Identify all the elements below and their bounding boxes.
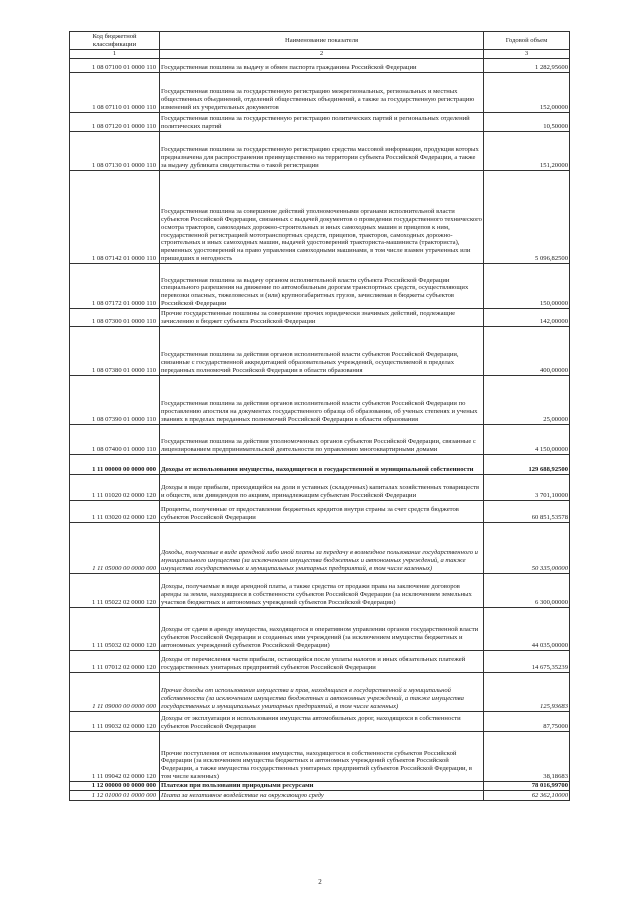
column-number: 1 xyxy=(70,50,160,59)
column-number-row xyxy=(70,50,570,59)
table-row xyxy=(70,475,570,501)
indicator-name-cell: Государственная пошлина за действия уполномоченных органов субъектов Российской Федерации, связанные с лицензированием предпринимательской деятельности по управлению многоквартирными домами xyxy=(160,425,484,455)
budget-code-cell: 1 08 07100 01 0000 110 xyxy=(70,59,160,73)
indicator-name-cell: Прочие государственные пошлины за совершение прочих юридически значимых действий, подлежащие зачислению в бюджет субъекта Российской Федерации xyxy=(160,309,484,327)
budget-code-cell: 1 11 01020 02 0000 120 xyxy=(70,475,160,501)
annual-volume-cell: 151,20000 xyxy=(484,132,570,171)
indicator-name-cell: Прочие поступления от использования имущества, находящегося в собственности субъектов Российской Федерации (за исключением имущества бюджетных и автономных учреждений субъектов Российской Федерации, а также имущества государственных унитарных предприятий субъектов Российской Федерации, в том числе казенных) xyxy=(160,732,484,782)
budget-code-cell: 1 08 07300 01 0000 110 xyxy=(70,309,160,327)
indicator-name-cell: Доходы, получаемые в виде арендной либо иной платы за передачу в возмездное пользование государственного и муниципального имущества (за исключением имущества бюджетных и автономных учреждений, а также имущества государственных и муниципальных унитарных предприятий, в том числе казенных) xyxy=(160,523,484,574)
column-number: 3 xyxy=(484,50,570,59)
budget-code-cell: 1 08 07172 01 0000 110 xyxy=(70,264,160,309)
annual-volume-cell: 125,93683 xyxy=(484,673,570,712)
budget-code-cell: 1 11 00000 00 0000 000 xyxy=(70,455,160,475)
table-row xyxy=(70,651,570,673)
budget-code-cell: 1 08 07142 01 0000 110 xyxy=(70,171,160,264)
budget-code-cell: 1 11 05000 00 0000 000 xyxy=(70,523,160,574)
budget-code-cell: 1 08 07120 01 0000 110 xyxy=(70,113,160,132)
budget-code-cell: 1 12 01000 01 0000 000 xyxy=(70,790,160,800)
annual-volume-cell: 50 335,00000 xyxy=(484,523,570,574)
annual-volume-cell: 142,00000 xyxy=(484,309,570,327)
table-row xyxy=(70,523,570,574)
table-row xyxy=(70,309,570,327)
annual-volume-cell: 152,00000 xyxy=(484,73,570,113)
annual-volume-cell: 129 688,92500 xyxy=(484,455,570,475)
indicator-name-cell: Государственная пошлина за государственную регистрацию межрегиональных, региональных и местных общественных объединений, отделений общественных объединений, а также за государственную регистрацию изменений их учредительных документов xyxy=(160,73,484,113)
table-row xyxy=(70,113,570,132)
table-row xyxy=(70,132,570,171)
table-row xyxy=(70,73,570,113)
header-name: Наименование показателя xyxy=(160,32,484,50)
table-row xyxy=(70,712,570,732)
annual-volume-cell: 400,00000 xyxy=(484,327,570,376)
budget-code-cell: 1 08 07380 01 0000 110 xyxy=(70,327,160,376)
annual-volume-cell: 78 016,99700 xyxy=(484,782,570,791)
table-row xyxy=(70,455,570,475)
table-row xyxy=(70,376,570,425)
indicator-name-cell: Государственная пошлина за выдачу органом исполнительной власти субъекта Российской Федерации специального разрешения на движение по автомобильным дорогам транспортных средств, осуществляющих перевозки опасных, тяжеловесных и (или) крупногабаритных грузов, зачисляемая в бюджеты субъектов Российской Федерации xyxy=(160,264,484,309)
indicator-name-cell: Платежи при пользовании природными ресурсами xyxy=(160,782,484,791)
budget-code-cell: 1 11 03020 02 0000 120 xyxy=(70,501,160,523)
header-value: Годовой объем xyxy=(484,32,570,50)
budget-code-cell: 1 11 05022 02 0000 120 xyxy=(70,574,160,608)
annual-volume-cell: 4 150,00000 xyxy=(484,425,570,455)
indicator-name-cell: Государственная пошлина за совершение действий уполномоченными органами исполнительной власти субъектов Российской Федерации, связанных с выдачей документов о проведении государственного технического осмотра тракторов, самоходных дорожно-строительных и иных самоходных машин и прицепов к ним, государственной регистрацией мототранспортных средств, прицепов, тракторов, самоходных дорожно-строительных и иных самоходных машин, выдачей удостоверений тракториста-машиниста (тракториста), временных удостоверений на право управления самоходными машинами, в том числе взамен утраченных или пришедших в негодность xyxy=(160,171,484,264)
budget-code-cell: 1 08 07400 01 0000 110 xyxy=(70,425,160,455)
budget-code-cell: 1 08 07110 01 0000 110 xyxy=(70,73,160,113)
indicator-name-cell: Доходы от использования имущества, находящегося в государственной и муниципальной собственности xyxy=(160,455,484,475)
table-header-row xyxy=(70,32,570,50)
annual-volume-cell: 3 701,10000 xyxy=(484,475,570,501)
budget-revenue-table xyxy=(69,31,570,801)
indicator-name-cell: Государственная пошлина за выдачу и обмен паспорта гражданина Российской Федерации xyxy=(160,59,484,73)
indicator-name-cell: Государственная пошлина за действия органов исполнительной власти субъектов Российской Федерации, связанные с государственной аккредитацией образовательных учреждений, осуществляемой в пределах переданных полномочий Российской Федерации в области образования xyxy=(160,327,484,376)
budget-code-cell: 1 11 09000 00 0000 000 xyxy=(70,673,160,712)
annual-volume-cell: 14 675,35239 xyxy=(484,651,570,673)
annual-volume-cell: 62 362,10000 xyxy=(484,790,570,800)
table-row xyxy=(70,608,570,651)
table-row xyxy=(70,59,570,73)
table-row xyxy=(70,782,570,791)
table-row xyxy=(70,501,570,523)
indicator-name-cell: Прочие доходы от использования имущества и прав, находящихся в государственной и муниципальной собственности (за исключением имущества бюджетных и автономных учреждений, а также имущества государственных и муниципальных унитарных предприятий, в том числе казенных) xyxy=(160,673,484,712)
indicator-name-cell: Государственная пошлина за государственную регистрацию политических партий и региональных отделений политических партий xyxy=(160,113,484,132)
budget-code-cell: 1 11 09032 02 0000 120 xyxy=(70,712,160,732)
header-code: Код бюджетной классификации xyxy=(70,32,160,50)
table-row xyxy=(70,171,570,264)
table-row xyxy=(70,425,570,455)
indicator-name-cell: Государственная пошлина за действия органов исполнительной власти субъектов Российской Федерации по проставлению апостиля на документах государственного образца об образовании, об ученых степенях и ученых званиях в пределах переданных полномочий Российской Федерации в области образования xyxy=(160,376,484,425)
indicator-name-cell: Доходы от перечисления части прибыли, остающейся после уплаты налогов и иных обязательных платежей государственных унитарных предприятий субъектов Российской Федерации xyxy=(160,651,484,673)
annual-volume-cell: 38,18683 xyxy=(484,732,570,782)
indicator-name-cell: Плата за негативное воздействие на окружающую среду xyxy=(160,790,484,800)
page-number: 2 xyxy=(318,878,322,886)
indicator-name-cell: Проценты, полученные от предоставления бюджетных кредитов внутри страны за счет средств бюджетов субъектов Российской Федерации xyxy=(160,501,484,523)
table-row xyxy=(70,732,570,782)
indicator-name-cell: Доходы, получаемые в виде арендной платы, а также средства от продажи права на заключение договоров аренды за земли, находящиеся в собственности субъектов Российской Федерации (за исключением земельных участков бюджетных и автономных учреждений субъектов Российской Федерации) xyxy=(160,574,484,608)
table-row xyxy=(70,673,570,712)
budget-code-cell: 1 12 00000 00 0000 000 xyxy=(70,782,160,791)
annual-volume-cell: 60 851,53578 xyxy=(484,501,570,523)
budget-code-cell: 1 08 07390 01 0000 110 xyxy=(70,376,160,425)
annual-volume-cell: 10,50000 xyxy=(484,113,570,132)
budget-code-cell: 1 11 07012 02 0000 120 xyxy=(70,651,160,673)
annual-volume-cell: 6 300,00000 xyxy=(484,574,570,608)
budget-code-cell: 1 11 09042 02 0000 120 xyxy=(70,732,160,782)
indicator-name-cell: Государственная пошлина за государственную регистрацию средства массовой информации, продукция которых предназначена для распространения преимущественно на территории субъекта Российской Федерации, а также за выдачу дубликата свидетельства о такой регистрации xyxy=(160,132,484,171)
annual-volume-cell: 44 035,00000 xyxy=(484,608,570,651)
annual-volume-cell: 25,00000 xyxy=(484,376,570,425)
column-number: 2 xyxy=(160,50,484,59)
indicator-name-cell: Доходы от эксплуатации и использования имущества автомобильных дорог, находящихся в собственности субъектов Российской Федерации xyxy=(160,712,484,732)
indicator-name-cell: Доходы от сдачи в аренду имущества, находящегося в оперативном управлении органов государственной власти субъектов Российской Федерации и созданных ими учреждений (за исключением имущества бюджетных и автономных учреждений субъектов Российской Федерации) xyxy=(160,608,484,651)
table-row xyxy=(70,264,570,309)
budget-code-cell: 1 08 07130 01 0000 110 xyxy=(70,132,160,171)
table-row xyxy=(70,790,570,800)
indicator-name-cell: Доходы в виде прибыли, приходящейся на доли в уставных (складочных) капиталах хозяйственных товариществ и обществ, или дивидендов по акциям, принадлежащим субъектам Российской Федерации xyxy=(160,475,484,501)
annual-volume-cell: 5 096,82500 xyxy=(484,171,570,264)
table-row xyxy=(70,327,570,376)
annual-volume-cell: 87,75000 xyxy=(484,712,570,732)
annual-volume-cell: 150,00000 xyxy=(484,264,570,309)
annual-volume-cell: 1 282,95600 xyxy=(484,59,570,73)
table-row xyxy=(70,574,570,608)
budget-code-cell: 1 11 05032 02 0000 120 xyxy=(70,608,160,651)
